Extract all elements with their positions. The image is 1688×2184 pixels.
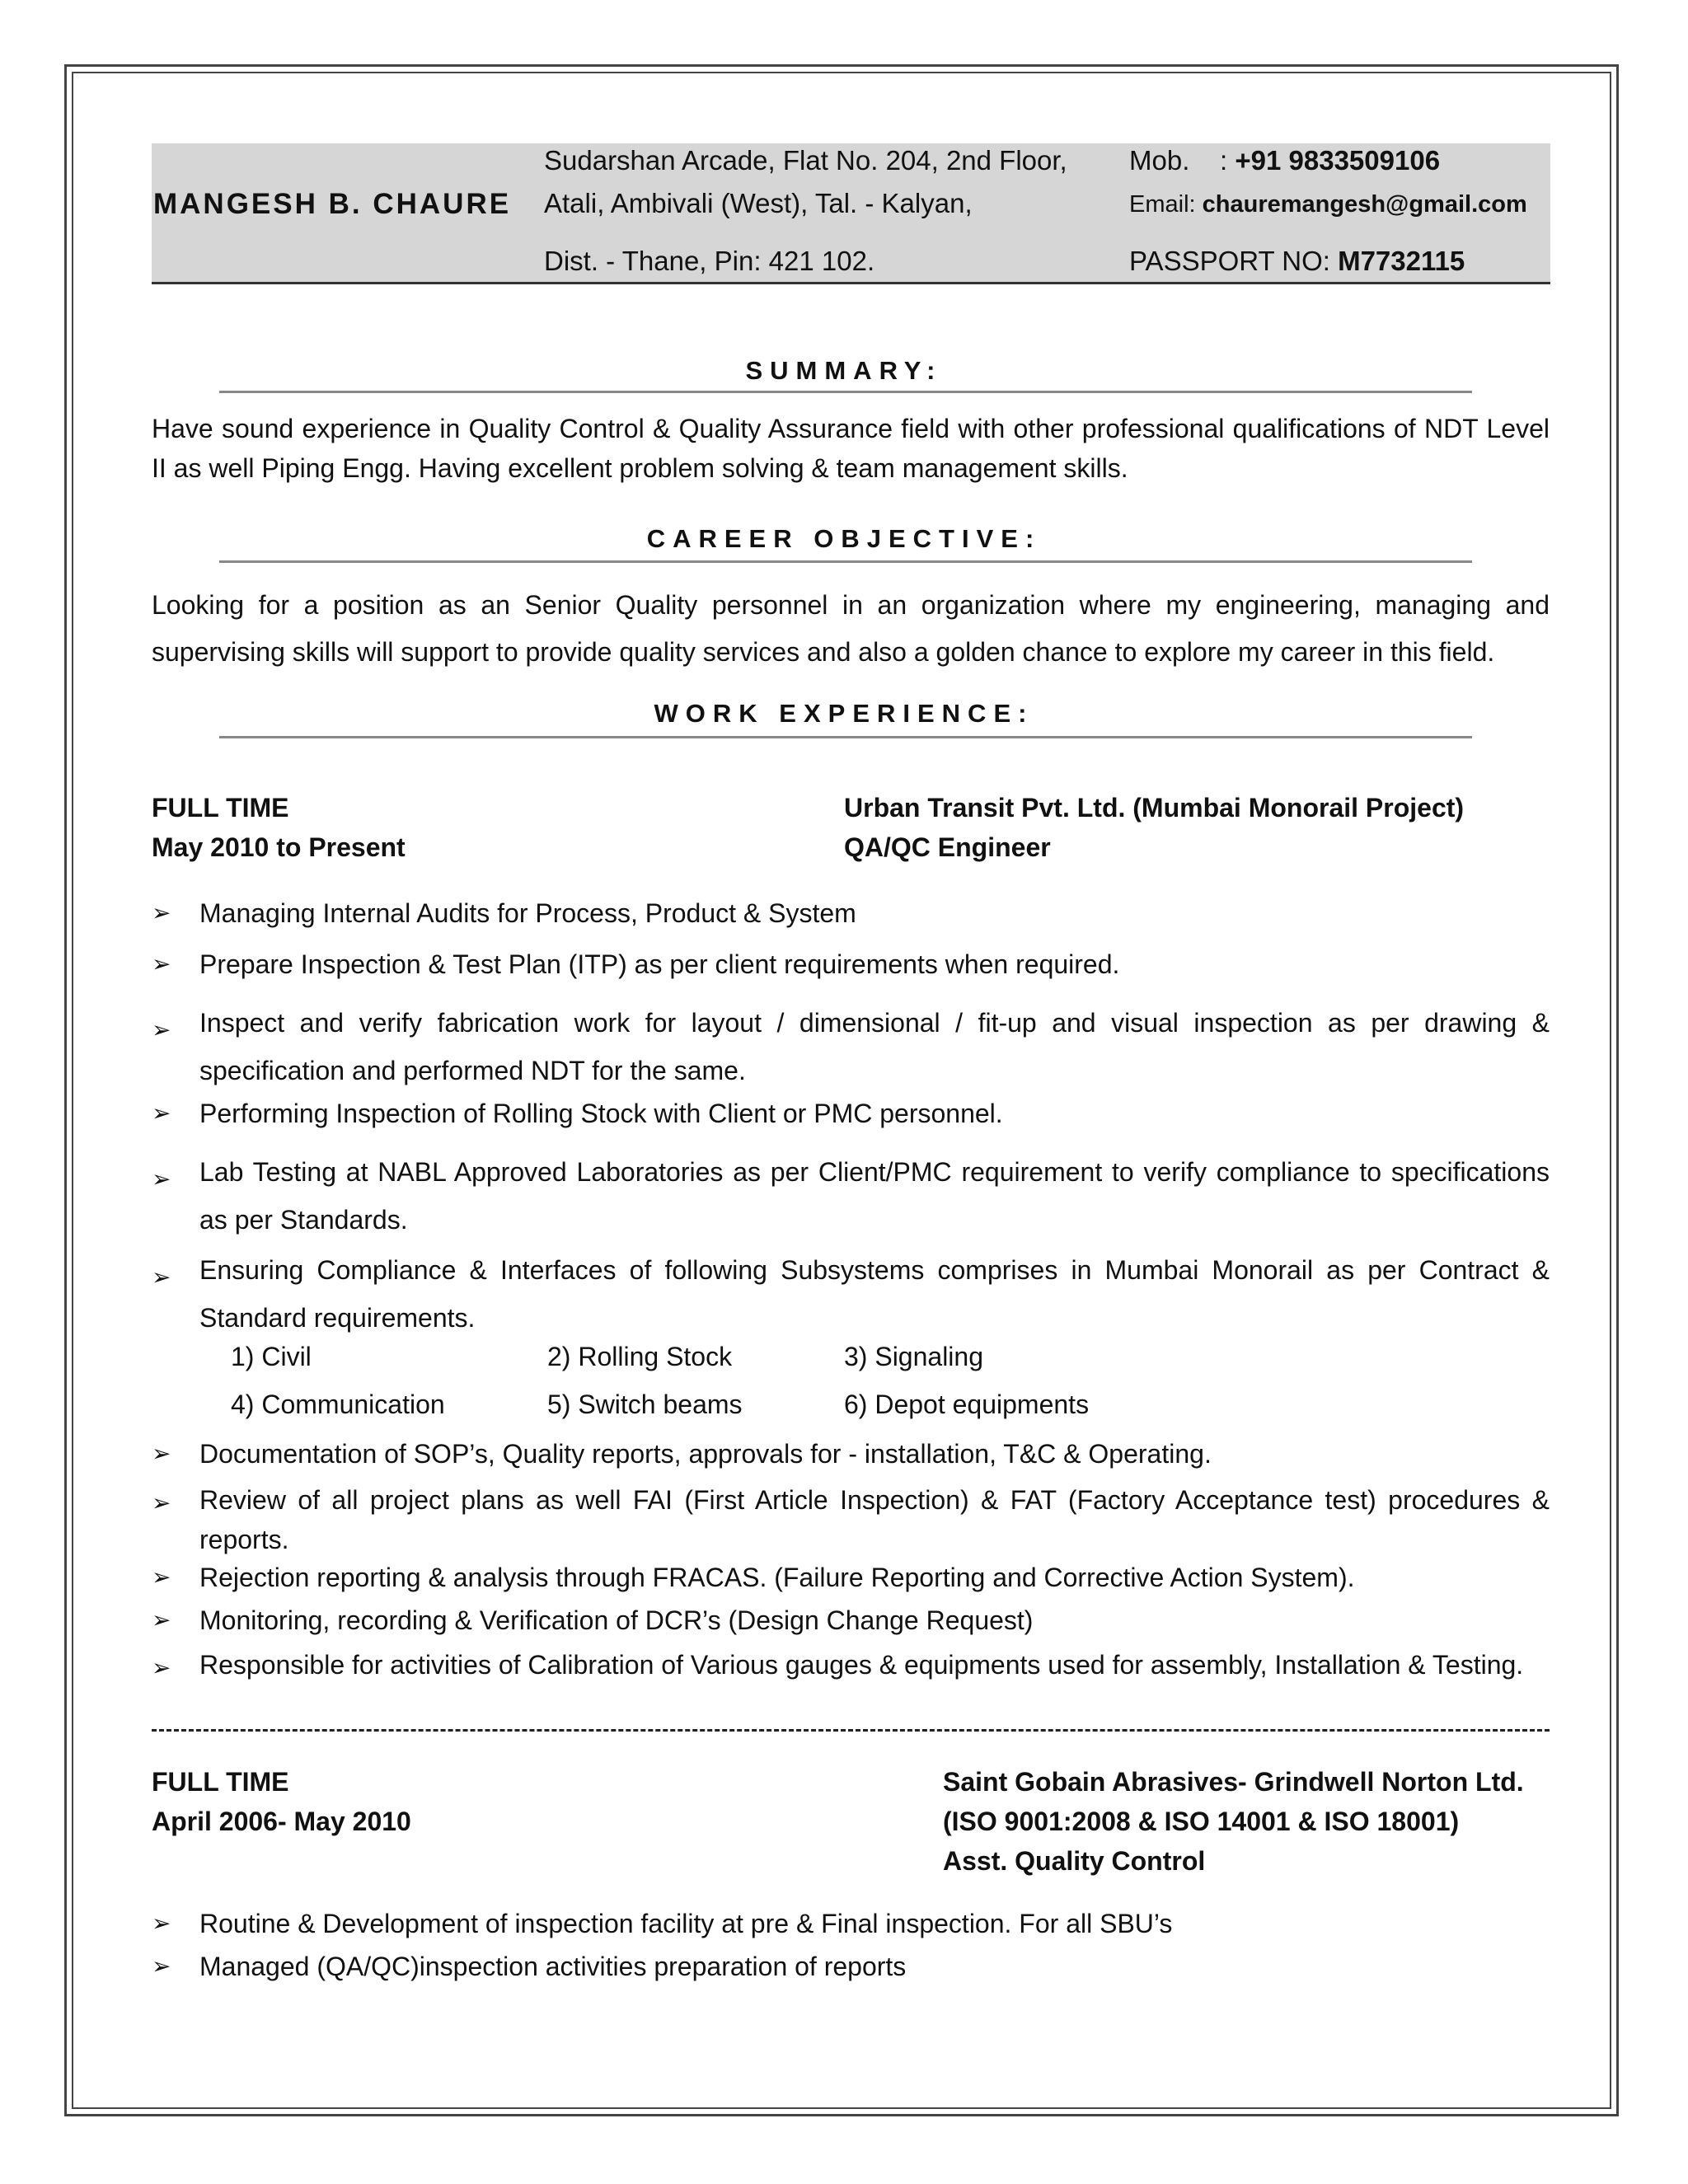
job2-type: FULL TIME: [152, 1767, 289, 1797]
job2-cert: (ISO 9001:2008 & ISO 14001 & ISO 18001): [943, 1807, 1460, 1836]
job1-role: QA/QC Engineer: [844, 832, 1051, 862]
job-separator: [152, 1729, 1550, 1732]
mobile-value: +91 9833509106: [1235, 145, 1441, 176]
arrow-bullet-icon: ➢: [152, 1953, 171, 1979]
job1-type: FULL TIME: [152, 793, 289, 823]
job2-company: Saint Gobain Abrasives- Grindwell Norton Ltd.: [943, 1767, 1524, 1797]
address-line-2: Atali, Ambivali (West), Tal. - Kalyan,: [544, 188, 973, 218]
address-line-1: Sudarshan Arcade, Flat No. 204, 2nd Floor,: [544, 145, 1067, 176]
arrow-bullet-icon: ➢: [152, 1607, 171, 1633]
summary-heading: SUMMARY:: [745, 356, 943, 385]
resume-page: MANGESH B. CHAURE Sudarshan Arcade, Flat No. 204, 2nd Floor, Atali, Ambivali (West), Tal. - Kalyan, Dist. - Thane, Pin: 421 102. Mob. : +91 9833509106 Email: chauremangesh@gmail.com PASSPORT NO: M7732115 SUMMARY: Have sound experience in Quality Control & Quality Assurance field with other professional qualifications of NDT Level II as well Piping Engg. Having excellent problem solving & team management skills. CAREER OBJECTIVE: Looking for a position as an Senior Quality personnel in an organization where my engineering, managing and supervising skills will support to provide quality services and also a golden chance to explore my career in this field. WORK EXPERIENCE: FULL TIME May 2010 to Present Urban Transit Pvt. Ltd. (Mumbai Monorail Project) QA/QC Engineer ➢ Managing Internal Audits for Process, Product & System ➢ Prepare Inspection & Test Plan (ITP) as per client requirements when required. ➢ Inspect and verify fabrication work for layout / dimensional / fit-up and visual inspection as per drawing & specification and performed NDT for the same. ➢ Performing Inspection of Rolling Stock with Client or PMC personnel. ➢ Lab Testing at NABL Approved Laboratories as per Client/PMC requirement to verify compliance to specifications as per Standards. ➢ Ensuring Compliance & Interfaces of following Subsystems comprises in Mumbai Monorail as per Contract & Standard requirements. 1) Civil 2) Rolling Stock 3) Signaling 4) Communication 5) Switch beams 6) Depot equipments ➢ Documentation of SOP’s, Quality reports, approvals for - installation, T&C & Operating. ➢ Review of all project plans as well FAI (First Article Inspection) & FAT (Factory Acceptance test) procedures & reports. ➢ Rejection reporting & analysis through FRACAS. (Failure Reporting and Corrective Action System). ➢ Monitoring, recording & Verification of DCR’s (Design Change Request) ➢ Responsible for activities of Calibration of Various gauges & equipments used for assembly, Installation & Testing. FULL TIME April 2006- May 2010 Saint Gobain Abrasives- Grindwell Norton Ltd. (ISO 9001:2008 & ISO 14001 & ISO 18001) Asst. Quality Control ➢ Routine & Development of inspection facility at pre & Final inspection. For all SBU’s ➢ Managed (QA/QC)inspection activities preparation of reports: [0, 0, 1688, 2184]
mobile-row: [1129, 145, 1440, 176]
arrow-bullet-icon: ➢: [152, 1441, 171, 1466]
email-label: Email:: [1129, 191, 1203, 218]
objective-text: Looking for a position as an Senior Quality personnel in an organization where my engineering, managing and supervising skills will support to provide quality services and also a golden chance to explore my career in this field.: [152, 590, 1550, 667]
work-heading: WORK EXPERIENCE:: [654, 699, 1034, 728]
arrow-bullet-icon: ➢: [152, 1910, 171, 1936]
subsystem-item: 2) Rolling Stock: [547, 1342, 733, 1371]
arrow-bullet-icon: ➢: [152, 1655, 171, 1680]
job2-role: Asst. Quality Control: [943, 1846, 1206, 1876]
passport-label: PASSPORT NO:: [1129, 246, 1339, 276]
passport-row: [1129, 246, 1465, 277]
arrow-bullet-icon: ➢: [152, 900, 171, 926]
arrow-bullet-icon: ➢: [152, 1490, 171, 1516]
objective-rule: [219, 560, 1472, 563]
email-row: [1129, 191, 1527, 218]
arrow-bullet-icon: ➢: [152, 1017, 171, 1043]
job1-company: Urban Transit Pvt. Ltd. (Mumbai Monorail Project): [844, 793, 1465, 823]
arrow-bullet-icon: ➢: [152, 1264, 171, 1290]
arrow-bullet-icon: ➢: [152, 1564, 171, 1590]
subsystem-item: 4) Communication: [231, 1390, 445, 1419]
summary-rule: [219, 391, 1472, 393]
email-value: chauremangesh@gmail.com: [1202, 191, 1527, 218]
candidate-name: MANGESH B. CHAURE: [153, 188, 512, 220]
subsystem-item: 6) Depot equipments: [844, 1390, 1090, 1419]
passport-value: M7732115: [1338, 246, 1465, 276]
arrow-bullet-icon: ➢: [152, 951, 171, 977]
subsystem-item: 5) Switch beams: [547, 1390, 743, 1419]
work-rule: [219, 736, 1472, 738]
subsystem-item: 3) Signaling: [844, 1342, 983, 1371]
objective-heading: CAREER OBJECTIVE:: [646, 524, 1042, 553]
address-line-3: Dist. - Thane, Pin: 421 102.: [544, 246, 875, 276]
mobile-label: Mob. :: [1129, 145, 1236, 176]
arrow-bullet-icon: ➢: [152, 1166, 171, 1192]
subsystem-item: 1) Civil: [231, 1342, 312, 1371]
summary-text: Have sound experience in Quality Control & Quality Assurance field with other professional qualifications of NDT Level II as well Piping Engg. Having excellent problem solving & team management skills.: [152, 414, 1550, 483]
job2-period: April 2006- May 2010: [152, 1807, 411, 1836]
arrow-bullet-icon: ➢: [152, 1100, 171, 1126]
job1-period: May 2010 to Present: [152, 832, 406, 862]
